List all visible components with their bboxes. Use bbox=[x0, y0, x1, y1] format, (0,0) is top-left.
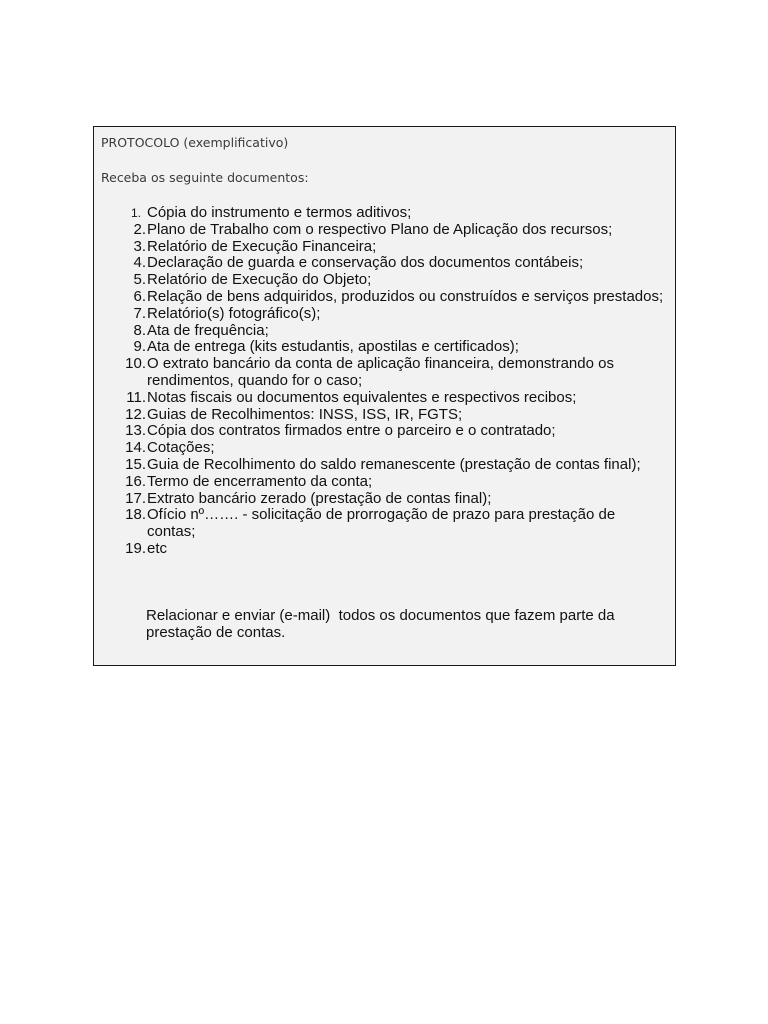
list-item-text: Relatório de Execução Financeira; bbox=[147, 237, 377, 255]
list-item bbox=[94, 507, 675, 541]
list-item-text: Relatório de Execução do Objeto; bbox=[147, 271, 372, 289]
list-item-number: 15. bbox=[125, 455, 146, 473]
list-item bbox=[94, 306, 675, 323]
list-item-number: 2. bbox=[133, 220, 146, 238]
list-item-number: 12. bbox=[125, 405, 146, 423]
list-item-text: Ata de frequência; bbox=[147, 321, 269, 339]
list-item-number: 6. bbox=[133, 287, 146, 305]
protocol-subtitle: Receba os seguinte documentos: bbox=[101, 170, 309, 185]
list-item bbox=[94, 205, 675, 222]
list-item-text: Extrato bancário zerado (prestação de contas final); bbox=[147, 489, 492, 507]
list-item-text: Ofício nº……. - solicitação de prorrogação de prazo para prestação de contas; bbox=[147, 506, 616, 541]
list-item-number: 3. bbox=[133, 237, 146, 255]
list-item bbox=[94, 457, 675, 474]
list-item-number: 13. bbox=[125, 422, 146, 440]
list-item-text: Declaração de guarda e conservação dos documentos contábeis; bbox=[147, 254, 584, 272]
list-item bbox=[94, 255, 675, 272]
list-item bbox=[94, 423, 675, 440]
list-item-text: Notas fiscais ou documentos equivalentes e respectivos recibos; bbox=[147, 388, 577, 406]
list-item bbox=[94, 323, 675, 340]
list-item-number: 7. bbox=[133, 304, 146, 322]
list-item bbox=[94, 390, 675, 407]
list-item-text: Plano de Trabalho com o respectivo Plano de Aplicação dos recursos; bbox=[147, 220, 613, 238]
list-item-text: Guias de Recolhimentos: INSS, ISS, IR, FGTS; bbox=[147, 405, 463, 423]
list-item-number: 16. bbox=[125, 472, 146, 490]
protocol-title: PROTOCOLO (exemplificativo) bbox=[101, 135, 289, 150]
list-item-number: 10. bbox=[125, 355, 146, 373]
list-item bbox=[94, 272, 675, 289]
list-item-text: Relação de bens adquiridos, produzidos ou construídos e serviços prestados; bbox=[147, 287, 664, 305]
list-item-text: etc bbox=[147, 539, 168, 557]
list-item-text: O extrato bancário da conta de aplicação financeira, demonstrando os rendimentos, quando for o caso; bbox=[147, 355, 614, 389]
list-item-number: 5. bbox=[133, 271, 146, 289]
list-item-text: Cópia do instrumento e termos aditivos; bbox=[147, 204, 412, 221]
list-item-number: 19. bbox=[125, 539, 146, 557]
document-list bbox=[94, 205, 675, 558]
list-item bbox=[94, 491, 675, 508]
list-item-text: Termo de encerramento da conta; bbox=[147, 472, 373, 490]
list-item-number: 18. bbox=[125, 506, 146, 524]
list-item-text: Ata de entrega (kits estudantis, apostilas e certificados); bbox=[147, 338, 519, 356]
footer-instruction: Relacionar e enviar (e-mail) todos os documentos que fazem parte da prestação de contas. bbox=[146, 607, 619, 641]
list-item-number: 14. bbox=[125, 439, 146, 457]
list-item-text: Guia de Recolhimento do saldo remanescente (prestação de contas final); bbox=[147, 455, 641, 473]
list-item bbox=[94, 239, 675, 256]
list-item bbox=[94, 474, 675, 491]
list-item bbox=[94, 222, 675, 239]
list-item-number: 4. bbox=[133, 254, 146, 272]
list-item bbox=[94, 356, 675, 390]
list-item bbox=[94, 440, 675, 457]
list-item bbox=[94, 289, 675, 306]
list-item bbox=[94, 407, 675, 424]
protocol-box bbox=[93, 126, 676, 666]
list-item-number: 9. bbox=[133, 338, 146, 356]
list-item-number: 8. bbox=[133, 321, 146, 339]
list-item-number: 17. bbox=[125, 489, 146, 507]
list-item bbox=[94, 541, 675, 558]
list-item-text: Cópia dos contratos firmados entre o parceiro e o contratado; bbox=[147, 422, 556, 440]
list-item-text: Relatório(s) fotográfico(s); bbox=[147, 304, 321, 322]
list-item bbox=[94, 339, 675, 356]
list-item-number: 11. bbox=[126, 388, 146, 406]
list-item-number: 1. bbox=[130, 206, 141, 220]
list-item-text: Cotações; bbox=[147, 439, 215, 457]
